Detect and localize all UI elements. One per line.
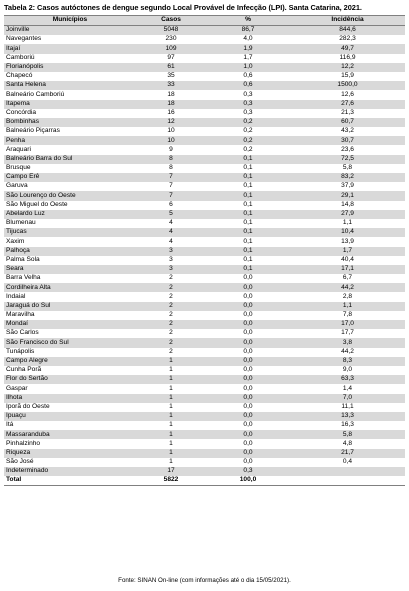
cell-municipio: Indaial [4, 292, 136, 301]
table-row [4, 357, 405, 366]
header-percent: % [206, 16, 290, 26]
cell-incidencia: 23,6 [290, 145, 405, 154]
cell-casos: 5822 [136, 476, 206, 486]
cell-percent: 0,3 [206, 100, 290, 109]
cell-municipio: Riqueza [4, 449, 136, 458]
cell-casos: 4 [136, 219, 206, 228]
table-row [4, 54, 405, 63]
table-row [4, 430, 405, 439]
cell-municipio: Iporã do Oeste [4, 403, 136, 412]
cell-percent: 0,0 [206, 357, 290, 366]
cell-casos: 2 [136, 311, 206, 320]
cell-municipio: Balneário Piçarras [4, 127, 136, 136]
cell-incidencia: 116,9 [290, 54, 405, 63]
cell-casos: 1 [136, 375, 206, 384]
cell-incidencia: 29,1 [290, 191, 405, 200]
cell-municipio: Barra Velha [4, 274, 136, 283]
cell-casos: 1 [136, 439, 206, 448]
cell-percent: 0,2 [206, 127, 290, 136]
cell-incidencia: 844,6 [290, 26, 405, 36]
cell-municipio: Tijucas [4, 228, 136, 237]
table-row [4, 201, 405, 210]
cell-casos: 2 [136, 329, 206, 338]
header-municipios: Municípios [4, 16, 136, 26]
cell-casos: 1 [136, 421, 206, 430]
cell-casos: 33 [136, 81, 206, 90]
cases-table [4, 15, 405, 486]
cell-municipio: Araquari [4, 145, 136, 154]
cell-incidencia: 83,2 [290, 173, 405, 182]
cell-incidencia: 1,7 [290, 247, 405, 256]
cell-incidencia: 1,4 [290, 384, 405, 393]
cell-incidencia: 3,8 [290, 338, 405, 347]
cell-percent: 0,0 [206, 394, 290, 403]
cell-casos: 1 [136, 412, 206, 421]
cell-percent: 0,3 [206, 109, 290, 118]
cell-casos: 9 [136, 145, 206, 154]
table-row [4, 338, 405, 347]
table-row [4, 256, 405, 265]
cell-casos: 1 [136, 394, 206, 403]
cell-incidencia: 30,7 [290, 136, 405, 145]
cell-percent: 0,0 [206, 458, 290, 467]
table-row [4, 320, 405, 329]
cell-municipio: Maravilha [4, 311, 136, 320]
cell-incidencia: 40,4 [290, 256, 405, 265]
cell-municipio: Jaraguá do Sul [4, 302, 136, 311]
table-row [4, 173, 405, 182]
cell-municipio: Ilhota [4, 394, 136, 403]
table-row [4, 292, 405, 301]
cell-casos: 18 [136, 100, 206, 109]
cell-percent: 0,0 [206, 329, 290, 338]
cell-casos: 8 [136, 155, 206, 164]
cell-municipio: Bombinhas [4, 118, 136, 127]
table-row [4, 219, 405, 228]
cell-percent: 0,0 [206, 274, 290, 283]
cell-casos: 35 [136, 72, 206, 81]
cell-percent: 0,0 [206, 449, 290, 458]
cell-percent: 86,7 [206, 26, 290, 36]
cell-percent: 0,3 [206, 467, 290, 476]
cell-casos: 8 [136, 164, 206, 173]
cell-casos: 3 [136, 265, 206, 274]
table-row [4, 384, 405, 393]
cell-percent: 0,0 [206, 430, 290, 439]
table-row [4, 90, 405, 99]
cell-casos: 16 [136, 109, 206, 118]
cell-casos: 61 [136, 63, 206, 72]
cell-percent: 0,1 [206, 191, 290, 200]
cell-percent: 0,0 [206, 412, 290, 421]
table-row [4, 118, 405, 127]
cell-incidencia: 4,8 [290, 439, 405, 448]
cell-incidencia: 17,7 [290, 329, 405, 338]
cell-casos: 1 [136, 384, 206, 393]
cell-municipio: Indeterminado [4, 467, 136, 476]
cell-casos: 4 [136, 228, 206, 237]
cell-incidencia: 14,8 [290, 201, 405, 210]
table-row [4, 403, 405, 412]
cell-municipio: Blumenau [4, 219, 136, 228]
table-row [4, 109, 405, 118]
cell-incidencia: 9,0 [290, 366, 405, 375]
cell-municipio: Gaspar [4, 384, 136, 393]
table-header [4, 16, 405, 26]
table-row [4, 329, 405, 338]
cell-percent: 0,0 [206, 311, 290, 320]
cell-casos: 2 [136, 292, 206, 301]
table-row [4, 44, 405, 53]
cell-percent: 0,0 [206, 320, 290, 329]
cell-casos: 10 [136, 127, 206, 136]
cell-incidencia: 27,6 [290, 100, 405, 109]
cell-municipio: Joinville [4, 26, 136, 36]
cell-municipio: Campo Erê [4, 173, 136, 182]
table-row [4, 439, 405, 448]
cell-incidencia: 7,8 [290, 311, 405, 320]
table-row [4, 81, 405, 90]
cell-percent: 4,0 [206, 35, 290, 44]
cell-incidencia: 13,3 [290, 412, 405, 421]
cell-incidencia: 21,3 [290, 109, 405, 118]
table-row [4, 35, 405, 44]
table-row [4, 237, 405, 246]
cell-casos: 10 [136, 136, 206, 145]
cell-casos: 7 [136, 182, 206, 191]
cell-percent: 0,1 [206, 228, 290, 237]
cell-incidencia: 37,9 [290, 182, 405, 191]
table-row [4, 283, 405, 292]
cell-municipio: Flor do Sertão [4, 375, 136, 384]
cell-incidencia: 21,7 [290, 449, 405, 458]
table-row [4, 127, 405, 136]
table-row [4, 412, 405, 421]
cell-incidencia: 11,1 [290, 403, 405, 412]
cell-incidencia: 7,0 [290, 394, 405, 403]
cell-incidencia: 12,2 [290, 63, 405, 72]
cell-percent: 0,3 [206, 90, 290, 99]
cell-percent: 0,0 [206, 292, 290, 301]
cell-municipio: Campo Alegre [4, 357, 136, 366]
cell-municipio: Cunha Porã [4, 366, 136, 375]
table-row [4, 145, 405, 154]
cell-municipio: Ipuaçu [4, 412, 136, 421]
cell-municipio: Cordilheira Alta [4, 283, 136, 292]
cell-incidencia: 44,2 [290, 348, 405, 357]
table-row [4, 164, 405, 173]
cell-percent: 0,2 [206, 118, 290, 127]
table-row [4, 366, 405, 375]
cell-incidencia: 0,4 [290, 458, 405, 467]
cell-percent: 0,1 [206, 201, 290, 210]
cell-casos: 1 [136, 357, 206, 366]
table-row [4, 26, 405, 36]
cell-municipio: Itapema [4, 100, 136, 109]
cell-percent: 0,1 [206, 237, 290, 246]
cell-municipio: Brusque [4, 164, 136, 173]
cell-percent: 0,1 [206, 155, 290, 164]
cell-percent: 0,2 [206, 145, 290, 154]
cell-percent: 0,1 [206, 265, 290, 274]
cell-casos: 12 [136, 118, 206, 127]
cell-casos: 2 [136, 338, 206, 347]
cell-incidencia: 282,3 [290, 35, 405, 44]
table-row [4, 467, 405, 476]
table-row [4, 265, 405, 274]
cell-municipio: Concórdia [4, 109, 136, 118]
table-row [4, 247, 405, 256]
cell-casos: 230 [136, 35, 206, 44]
table-row [4, 375, 405, 384]
cell-incidencia: 5,8 [290, 430, 405, 439]
table-row [4, 100, 405, 109]
cell-casos: 2 [136, 320, 206, 329]
cell-municipio: Xaxim [4, 237, 136, 246]
source-note: Fonte: SINAN On-line (com informações até o dia 15/05/2021). [118, 577, 291, 584]
cell-percent: 0,0 [206, 348, 290, 357]
cell-casos: 109 [136, 44, 206, 53]
total-row [4, 476, 405, 486]
cell-percent: 0,1 [206, 219, 290, 228]
cell-casos: 3 [136, 247, 206, 256]
cell-incidencia: 63,3 [290, 375, 405, 384]
cell-incidencia: 6,7 [290, 274, 405, 283]
cell-municipio: Mondaí [4, 320, 136, 329]
table-row [4, 274, 405, 283]
cell-casos: 3 [136, 256, 206, 265]
cell-percent: 100,0 [206, 476, 290, 486]
cell-casos: 2 [136, 348, 206, 357]
cell-percent: 1,7 [206, 54, 290, 63]
cell-percent: 0,0 [206, 439, 290, 448]
cell-percent: 0,6 [206, 81, 290, 90]
table-row [4, 63, 405, 72]
cell-incidencia: 1500,0 [290, 81, 405, 90]
table-row [4, 311, 405, 320]
cell-incidencia [290, 476, 405, 486]
cell-incidencia: 10,4 [290, 228, 405, 237]
cell-municipio: Total [4, 476, 136, 486]
cell-casos: 7 [136, 191, 206, 200]
cell-municipio: São Francisco do Sul [4, 338, 136, 347]
cell-municipio: Pinhalzinho [4, 439, 136, 448]
cell-casos: 6 [136, 201, 206, 210]
cell-percent: 0,1 [206, 164, 290, 173]
cell-municipio: São Carlos [4, 329, 136, 338]
table-row [4, 394, 405, 403]
cell-percent: 0,1 [206, 256, 290, 265]
table-row [4, 155, 405, 164]
cell-casos: 4 [136, 237, 206, 246]
cell-municipio: Camboriú [4, 54, 136, 63]
cell-incidencia: 17,1 [290, 265, 405, 274]
cell-casos: 5048 [136, 26, 206, 36]
cell-casos: 1 [136, 366, 206, 375]
table-row [4, 228, 405, 237]
cell-casos: 5 [136, 210, 206, 219]
cell-casos: 1 [136, 449, 206, 458]
cell-percent: 0,1 [206, 182, 290, 191]
cell-incidencia: 2,8 [290, 292, 405, 301]
cell-municipio: Itá [4, 421, 136, 430]
cell-municipio: Garuva [4, 182, 136, 191]
cell-percent: 0,0 [206, 384, 290, 393]
table-row [4, 191, 405, 200]
cell-incidencia: 27,9 [290, 210, 405, 219]
cell-municipio: Seara [4, 265, 136, 274]
header-casos: Casos [136, 16, 206, 26]
cell-incidencia: 49,7 [290, 44, 405, 53]
cell-incidencia: 1,1 [290, 302, 405, 311]
cell-municipio: Chapecó [4, 72, 136, 81]
cell-percent: 0,0 [206, 283, 290, 292]
cell-incidencia: 1,1 [290, 219, 405, 228]
cell-municipio: Palhoça [4, 247, 136, 256]
cell-percent: 0,1 [206, 173, 290, 182]
cell-municipio: Santa Helena [4, 81, 136, 90]
table-row [4, 302, 405, 311]
cell-casos: 17 [136, 467, 206, 476]
cell-percent: 1,0 [206, 63, 290, 72]
table-row [4, 136, 405, 145]
table-row [4, 348, 405, 357]
cell-incidencia: 72,5 [290, 155, 405, 164]
cell-casos: 2 [136, 302, 206, 311]
cell-casos: 97 [136, 54, 206, 63]
cell-percent: 0,1 [206, 210, 290, 219]
cell-incidencia: 15,9 [290, 72, 405, 81]
header-row [4, 16, 405, 26]
cell-casos: 18 [136, 90, 206, 99]
table-body [4, 26, 405, 486]
cell-municipio: Massaranduba [4, 430, 136, 439]
cell-incidencia: 17,0 [290, 320, 405, 329]
cell-percent: 0,6 [206, 72, 290, 81]
cell-percent: 1,9 [206, 44, 290, 53]
cell-percent: 0,2 [206, 136, 290, 145]
cell-casos: 1 [136, 458, 206, 467]
cell-incidencia: 16,3 [290, 421, 405, 430]
cell-municipio: Navegantes [4, 35, 136, 44]
cell-municipio: Balneário Barra do Sul [4, 155, 136, 164]
cell-percent: 0,0 [206, 366, 290, 375]
cell-municipio: São Miguel do Oeste [4, 201, 136, 210]
cell-percent: 0,0 [206, 338, 290, 347]
cell-incidencia: 43,2 [290, 127, 405, 136]
cell-casos: 2 [136, 274, 206, 283]
table-row [4, 210, 405, 219]
cell-municipio: Tunápolis [4, 348, 136, 357]
cell-municipio: Balneário Camboriú [4, 90, 136, 99]
cell-municipio: Palma Sola [4, 256, 136, 265]
cell-municipio: São José [4, 458, 136, 467]
table-title: Tabela 2: Casos autóctones de dengue segundo Local Provável de Infecção (LPI). Santa Catarina, 2021. [4, 3, 362, 12]
cell-incidencia: 60,7 [290, 118, 405, 127]
cell-percent: 0,1 [206, 247, 290, 256]
cell-incidencia: 44,2 [290, 283, 405, 292]
cell-municipio: São Lourenço do Oeste [4, 191, 136, 200]
cell-municipio: Florianópolis [4, 63, 136, 72]
cell-percent: 0,0 [206, 403, 290, 412]
cell-casos: 1 [136, 403, 206, 412]
cell-incidencia: 12,6 [290, 90, 405, 99]
cell-percent: 0,0 [206, 421, 290, 430]
cell-municipio: Itajaí [4, 44, 136, 53]
cell-casos: 1 [136, 430, 206, 439]
table-row [4, 458, 405, 467]
table-row [4, 421, 405, 430]
cell-incidencia [290, 467, 405, 476]
cell-municipio: Abelardo Luz [4, 210, 136, 219]
table-row [4, 449, 405, 458]
cell-municipio: Penha [4, 136, 136, 145]
table-row [4, 182, 405, 191]
cell-casos: 7 [136, 173, 206, 182]
cell-incidencia: 5,8 [290, 164, 405, 173]
cell-percent: 0,0 [206, 375, 290, 384]
cell-incidencia: 8,3 [290, 357, 405, 366]
cell-percent: 0,0 [206, 302, 290, 311]
table-row [4, 72, 405, 81]
cell-incidencia: 13,9 [290, 237, 405, 246]
header-incidencia: Incidência [290, 16, 405, 26]
cell-casos: 2 [136, 283, 206, 292]
